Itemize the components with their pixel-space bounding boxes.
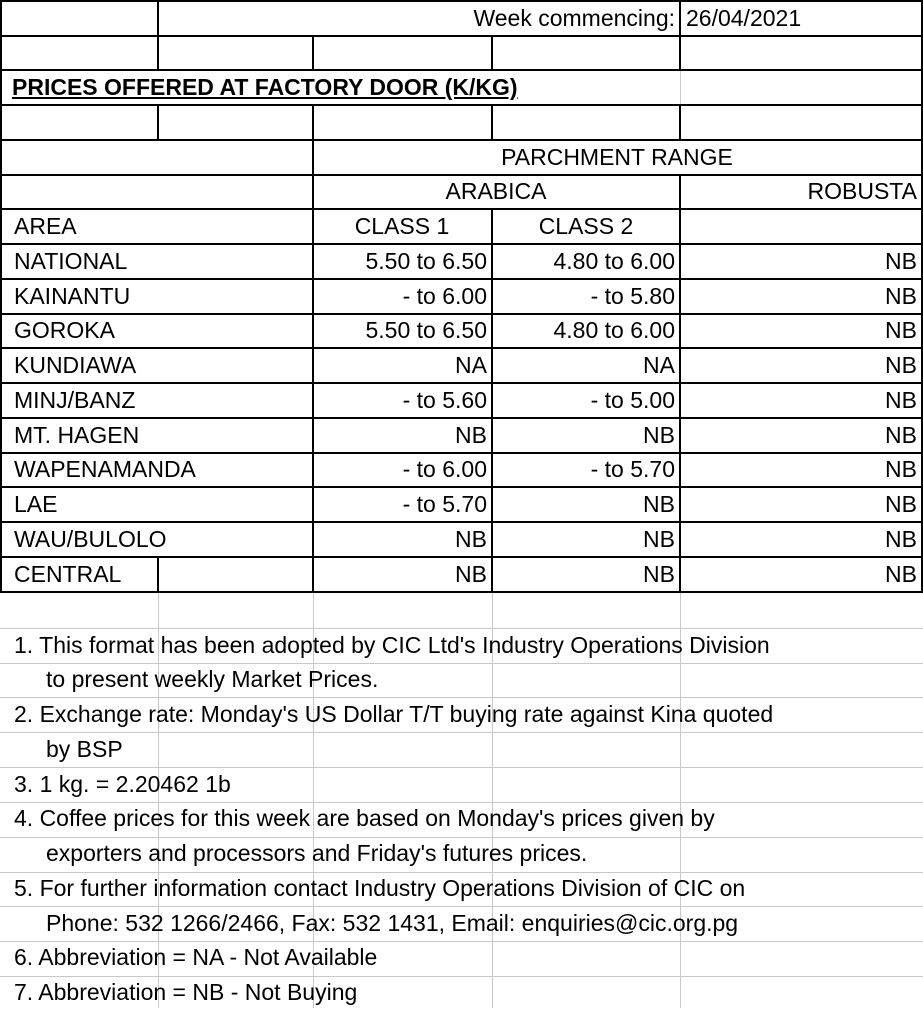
class2-cell: 4.80 to 6.00	[553, 317, 675, 343]
area-cell: WAU/BULOLO	[14, 526, 167, 552]
class2-cell: - to 5.80	[590, 283, 675, 309]
border-line	[157, 556, 159, 592]
area-cell: KAINANTU	[14, 283, 131, 309]
border-line	[679, 0, 681, 70]
robusta-cell: NB	[885, 387, 917, 413]
area-cell: CENTRAL	[14, 561, 122, 587]
class1-cell: 5.50 to 6.50	[365, 317, 487, 343]
area-header: AREA	[14, 213, 77, 239]
robusta-cell: NB	[885, 352, 917, 378]
border-line	[157, 0, 159, 70]
robusta-cell: NB	[885, 422, 917, 448]
robusta-cell: NB	[885, 248, 917, 274]
border-line	[312, 35, 314, 70]
parchment-range-header: PARCHMENT RANGE	[501, 144, 733, 170]
robusta-header: ROBUSTA	[807, 178, 917, 204]
border-line	[0, 104, 923, 106]
class2-header: CLASS 2	[538, 213, 634, 239]
class1-cell: - to 5.70	[402, 491, 487, 517]
border-line	[0, 35, 923, 37]
grid-line	[680, 70, 681, 105]
area-cell: KUNDIAWA	[14, 352, 137, 378]
robusta-cell: NB	[885, 317, 917, 343]
note-line: to present weekly Market Prices.	[46, 666, 379, 692]
border-line	[0, 591, 923, 593]
class1-cell: NB	[455, 561, 487, 587]
class2-cell: - to 5.70	[590, 456, 675, 482]
area-cell: MT. HAGEN	[14, 422, 140, 448]
page-title: PRICES OFFERED AT FACTORY DOOR (K/KG)	[12, 74, 518, 100]
robusta-cell: NB	[885, 283, 917, 309]
class1-cell: NB	[455, 422, 487, 448]
border-line	[679, 104, 681, 140]
note-line: 4. Coffee prices for this week are based on Monday's prices given by	[14, 805, 715, 831]
class2-cell: 4.80 to 6.00	[553, 248, 675, 274]
border-line	[157, 104, 159, 140]
class1-cell: NB	[455, 526, 487, 552]
note-line: 6. Abbreviation = NA - Not Available	[14, 944, 378, 970]
arabica-header: ARABICA	[445, 178, 547, 204]
note-line: 7. Abbreviation = NB - Not Buying	[14, 979, 358, 1005]
class2-cell: NB	[643, 491, 675, 517]
robusta-cell: NB	[885, 491, 917, 517]
week-date: 26/04/2021	[686, 5, 802, 31]
class1-cell: - to 6.00	[402, 283, 487, 309]
grid-line	[0, 732, 923, 733]
area-cell: NATIONAL	[14, 248, 128, 274]
area-cell: LAE	[14, 491, 58, 517]
note-line: 1. This format has been adopted by CIC Ltd's Industry Operations Division	[14, 632, 770, 658]
class1-cell: - to 5.60	[402, 387, 487, 413]
week-label: Week commencing:	[473, 5, 675, 31]
robusta-cell: NB	[885, 456, 917, 482]
note-line: by BSP	[46, 736, 123, 762]
class1-cell: NA	[455, 352, 487, 378]
class1-cell: - to 6.00	[402, 456, 487, 482]
note-line: 3. 1 kg. = 2.20462 1b	[14, 771, 231, 797]
note-line: 5. For further information contact Industry Operations Division of CIC on	[14, 875, 746, 901]
border-line	[491, 104, 493, 140]
class1-cell: 5.50 to 6.50	[365, 248, 487, 274]
note-line: 2. Exchange rate: Monday's US Dollar T/T buying rate against Kina quoted	[14, 701, 774, 727]
area-cell: WAPENAMANDA	[14, 456, 196, 482]
class2-cell: - to 5.00	[590, 387, 675, 413]
area-cell: GOROKA	[14, 317, 115, 343]
class2-cell: NA	[643, 352, 675, 378]
robusta-cell: NB	[885, 526, 917, 552]
border-line	[491, 35, 493, 70]
class2-cell: NB	[643, 422, 675, 448]
class2-cell: NB	[643, 526, 675, 552]
area-cell: MINJ/BANZ	[14, 387, 136, 413]
class2-cell: NB	[643, 561, 675, 587]
note-line: Phone: 532 1266/2466, Fax: 532 1431, Email: enquiries@cic.org.pg	[46, 910, 739, 936]
robusta-cell: NB	[885, 561, 917, 587]
note-line: exporters and processors and Friday's futures prices.	[46, 840, 588, 866]
class1-header: CLASS 1	[354, 213, 450, 239]
